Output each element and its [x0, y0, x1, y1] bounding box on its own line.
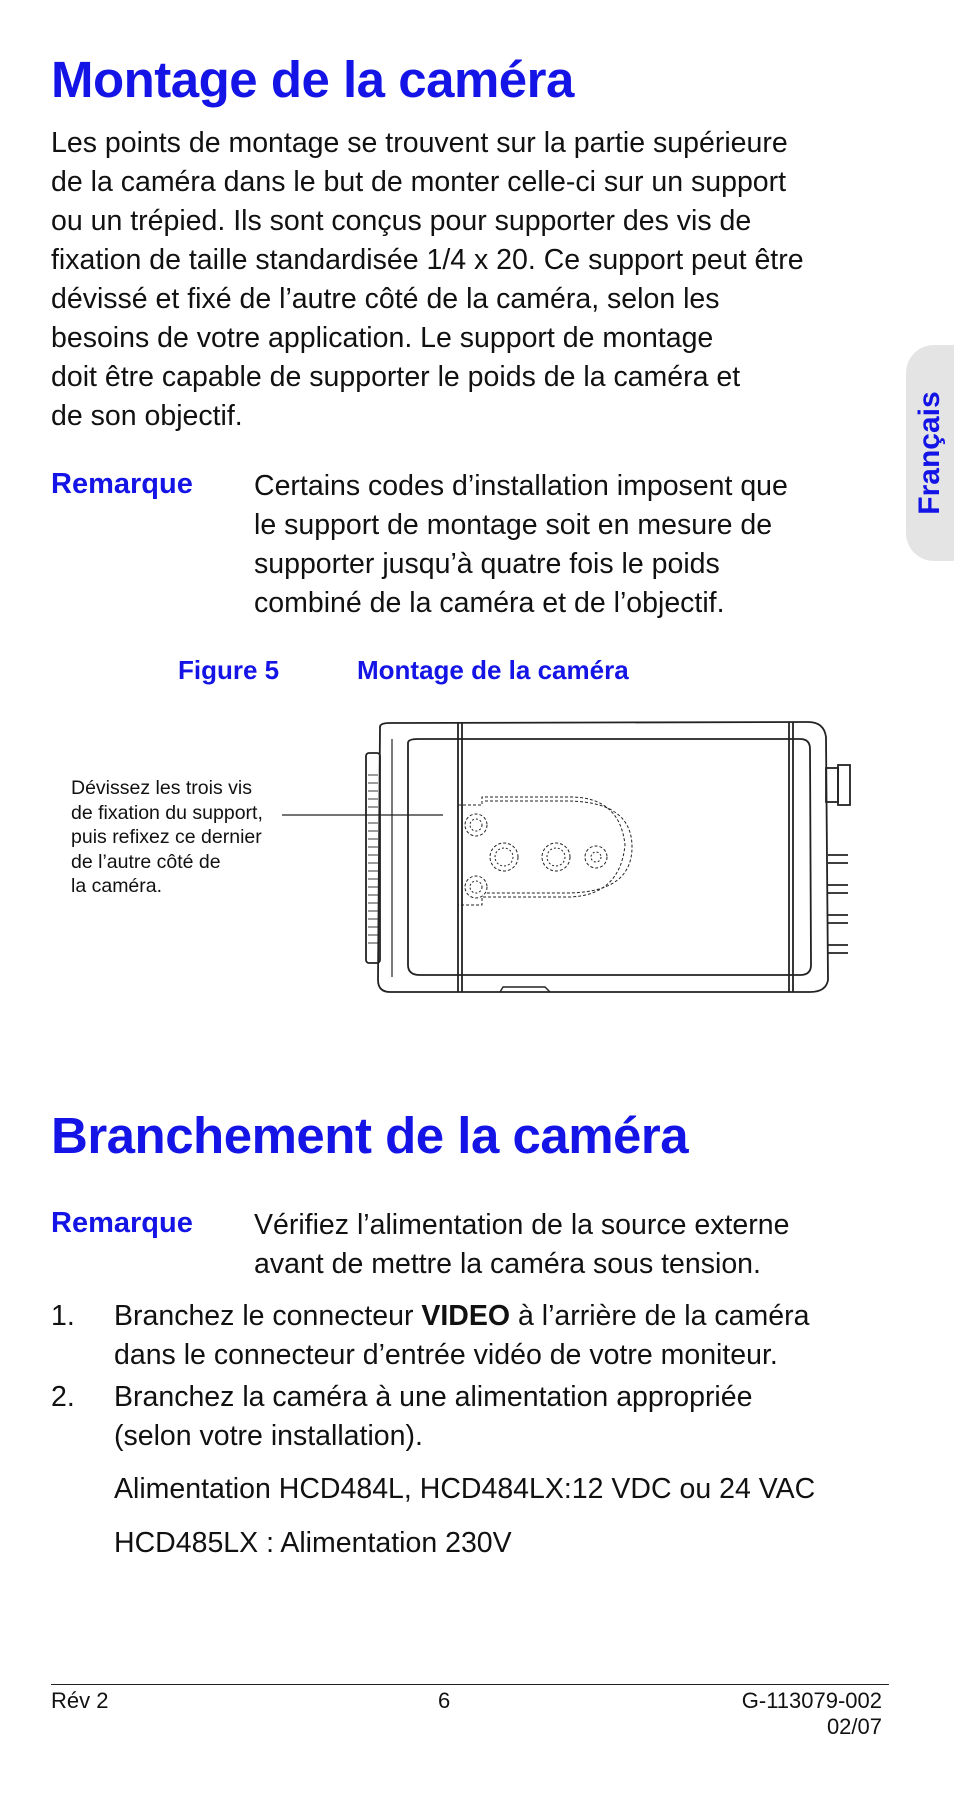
remark-line: avant de mettre la caméra sous tension. — [254, 1248, 761, 1280]
mounting-body-text — [51, 124, 804, 436]
callout-line: de l’autre côté de — [71, 850, 221, 873]
footer-revision: Rév 2 — [51, 1688, 109, 1713]
figure-number: Figure 5 — [178, 655, 280, 685]
footer-date: 02/07 — [826, 1714, 882, 1739]
remark-line: le support de montage soit en mesure de — [254, 509, 773, 541]
mounting-screw — [585, 846, 607, 868]
footer-rule — [51, 1684, 889, 1685]
callout-line: puis refixez ce dernier — [71, 826, 262, 848]
remark-label: Remarque — [51, 1207, 193, 1239]
body-line: Les points de montage se trouvent sur la partie supérieure — [51, 127, 788, 159]
mounting-bracket — [458, 797, 625, 905]
mounting-screw — [465, 814, 487, 836]
step-text — [114, 1378, 752, 1456]
body-line: de son objectif. — [51, 400, 243, 432]
callout-line: de fixation du support, — [71, 801, 263, 824]
mounting-hole — [490, 843, 518, 871]
mounting-screw — [465, 876, 487, 898]
mounting-hole — [542, 843, 570, 871]
step-line: dans le connecteur d’entrée vidéo de votre moniteur. — [114, 1339, 778, 1371]
remark-line: Vérifiez l’alimentation de la source externe — [254, 1209, 790, 1241]
step-line: (selon votre installation). — [114, 1420, 423, 1452]
remark-text — [254, 1206, 789, 1284]
camera-body-outline — [378, 722, 828, 992]
footer-page-number: 6 — [438, 1688, 451, 1713]
step-text — [114, 1297, 809, 1375]
step-line: Branchez la caméra à une alimentation appropriée — [114, 1381, 753, 1413]
body-line: doit être capable de supporter le poids de la caméra et — [51, 361, 741, 393]
step-number: 2. — [51, 1381, 75, 1413]
remark-line: supporter jusqu’à quatre fois le poids — [254, 548, 720, 580]
section-title-mounting: Montage de la caméra — [51, 51, 574, 108]
rear-connector — [826, 768, 838, 802]
remark-label: Remarque — [51, 468, 193, 500]
power-requirement — [114, 1470, 815, 1509]
camera-body-inner — [408, 739, 811, 975]
callout-line: Dévissez les trois vis — [71, 777, 252, 799]
language-tab-label: Français — [913, 391, 946, 515]
power-requirement — [114, 1524, 512, 1563]
language-tab — [906, 345, 954, 561]
body-line: ou un trépied. Ils sont conçus pour supporter des vis de — [51, 205, 752, 237]
figure-callout — [71, 776, 263, 899]
camera-mounting-diagram — [270, 715, 880, 995]
body-line: besoins de votre application. Le support de montage — [51, 322, 714, 354]
body-line: dévissé et fixé de l’autre côté de la caméra, selon les — [51, 283, 720, 315]
callout-line: la caméra. — [71, 875, 163, 897]
remark-line: Certains codes d’installation imposent que — [254, 470, 788, 502]
figure-caption: Montage de la caméra — [357, 655, 629, 685]
lens-ring-ribs — [368, 775, 378, 943]
video-connector-label: VIDEO — [421, 1300, 511, 1332]
step-line: Branchez le connecteur VIDEO à l’arrière de la caméra — [114, 1300, 810, 1332]
remark-text — [254, 467, 788, 623]
footer-doc-number: G-113079-002 — [741, 1688, 882, 1713]
power-line: Alimentation HCD484L, HCD484LX:12 VDC ou 24 VAC — [114, 1473, 816, 1505]
body-line: de la caméra dans le but de monter celle-ci sur un support — [51, 166, 787, 198]
remark-line: combiné de la caméra et de l’objectif. — [254, 587, 725, 619]
body-line: fixation de taille standardisée 1/4 x 20. Ce support peut être — [51, 244, 804, 276]
power-line: HCD485LX : Alimentation 230V — [114, 1527, 512, 1559]
step-number: 1. — [51, 1300, 75, 1332]
section-title-connection: Branchement de la caméra — [51, 1107, 689, 1164]
